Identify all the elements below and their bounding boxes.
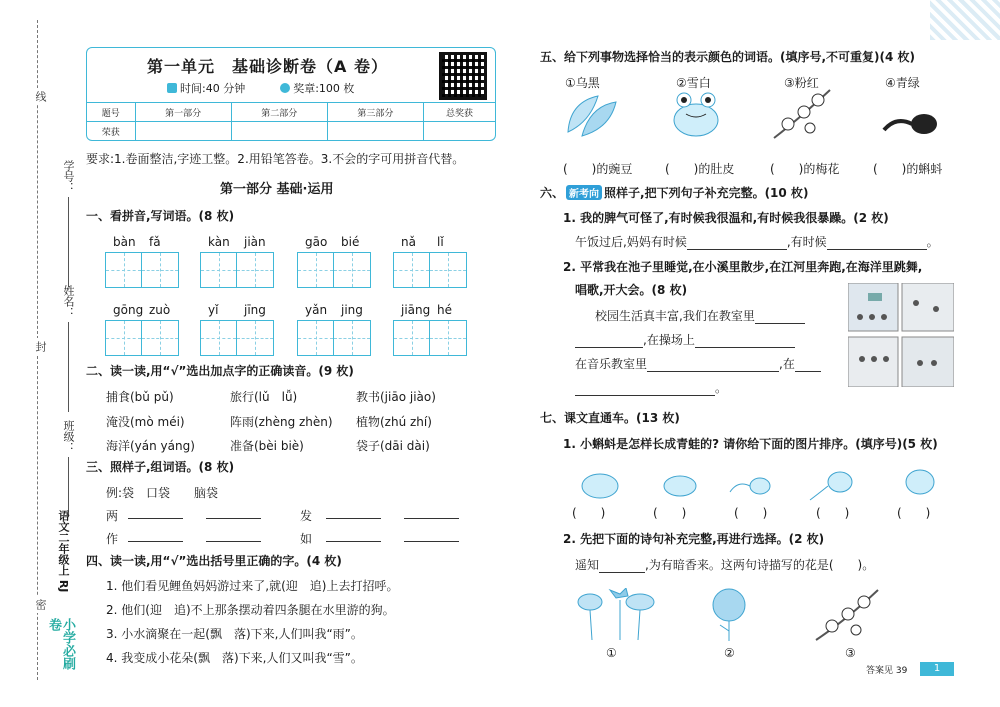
writing-cell[interactable] xyxy=(334,321,370,355)
q2-item[interactable]: 捕食(bǔ pǔ) xyxy=(106,390,174,404)
writing-cell[interactable] xyxy=(394,253,430,287)
q6-s2b: 唱歌,开大会。(8 枚) xyxy=(575,283,688,297)
q3-char: 作 xyxy=(106,532,119,546)
q7-poem: 遥知 ,为有暗香来。这两句诗描写的花是( )。 xyxy=(575,558,875,572)
answer-blank[interactable] xyxy=(755,323,805,324)
answer-blank[interactable] xyxy=(326,518,381,519)
student-id-field[interactable]: 学号： xyxy=(60,160,76,287)
writing-cell[interactable] xyxy=(106,321,142,355)
answer-blank[interactable] xyxy=(326,541,381,542)
choice-label: ① xyxy=(606,646,617,660)
q5-title: 五、给下列事物选择恰当的表示颜色的词语。(填序号,不可重复)(4 枚) xyxy=(540,50,916,64)
pinyin-label: zuò xyxy=(149,303,171,317)
score-header-cell: 第一部分 xyxy=(135,103,231,122)
writing-grid[interactable] xyxy=(393,252,467,288)
pinyin-label: yǎn xyxy=(305,303,328,317)
answer-blank[interactable] xyxy=(695,347,795,348)
q5-blank[interactable]: ( )的豌豆 xyxy=(563,162,633,176)
answer-blank[interactable] xyxy=(687,249,787,250)
pinyin-label: kàn xyxy=(208,235,230,249)
exam-title: 第一单元 基础诊断卷（A 卷） xyxy=(147,57,388,76)
q4-item: 1. 他们看见鲤鱼妈妈游过来了,就(迎 追)上去打招呼。 xyxy=(106,579,399,593)
pinyin-label: yǐ xyxy=(208,303,219,317)
q2-item[interactable]: 袋子(dāi dài) xyxy=(356,439,430,453)
answer-blank[interactable] xyxy=(206,518,261,519)
answer-reference: 答案见 39 xyxy=(866,666,908,676)
writing-grid[interactable] xyxy=(393,320,467,356)
binding-mi: 密 xyxy=(32,596,48,613)
answer-blank[interactable] xyxy=(206,541,261,542)
plum-blossom-illustration-2 xyxy=(812,584,882,644)
choice-label: ③ xyxy=(845,646,856,660)
q3-char: 如 xyxy=(300,532,313,546)
requirements: 要求:1.卷面整洁,字迹工整。2.用铅笔答卷。3.不会的字可用拼音代替。 xyxy=(86,152,465,166)
frog-illustration xyxy=(664,86,728,140)
q5-option: ①乌黑 xyxy=(565,76,600,90)
binding-xian: 线 xyxy=(32,88,48,105)
q5-blank[interactable]: ( )的蝌蚪 xyxy=(873,162,943,176)
score-cell[interactable] xyxy=(327,122,423,141)
writing-cell[interactable] xyxy=(298,321,334,355)
pinyin-label: fǎ xyxy=(149,235,161,249)
lotus-illustration xyxy=(576,588,656,642)
pinyin-label: jing xyxy=(341,303,363,317)
pinyin-label: bié xyxy=(341,235,360,249)
q3-title: 三、照样子,组词语。(8 枚) xyxy=(86,460,235,474)
qr-code[interactable] xyxy=(439,52,487,100)
q6-s1-line: 午饭过后,妈妈有时候 ,有时候 。 xyxy=(575,235,939,249)
answer-blank[interactable] xyxy=(404,541,459,542)
q6-s2: 2. 平常我在池子里睡觉,在小溪里散步,在江河里奔跑,在海洋里跳舞, xyxy=(563,260,923,274)
writing-grid[interactable] xyxy=(297,252,371,288)
writing-cell[interactable] xyxy=(298,253,334,287)
q2-item[interactable]: 淹没(mò méi) xyxy=(106,415,185,429)
q2-item[interactable]: 植物(zhú zhí) xyxy=(356,415,432,429)
q3-char: 两 xyxy=(106,509,119,523)
q3-char: 发 xyxy=(300,509,313,523)
pinyin-label: jiàn xyxy=(244,235,266,249)
student-name-field[interactable]: 姓名： xyxy=(60,285,76,412)
total-reward: 奖章:100 枚 xyxy=(293,82,355,95)
q2-item[interactable]: 旅行(lǔ lǚ) xyxy=(230,390,298,404)
order-blank[interactable]: ( ) xyxy=(816,506,850,520)
writing-cell[interactable] xyxy=(142,321,178,355)
subject-label: 语文二年级上 RJ xyxy=(57,510,70,593)
q4-item: 2. 他们(迎 追)不上那条摆动着四条腿在水里游的狗。 xyxy=(106,603,395,617)
q7-s2: 2. 先把下面的诗句补充完整,再进行选择。(2 枚) xyxy=(563,532,825,546)
q4-title: 四、读一读,用“√”选出括号里正确的字。(4 枚) xyxy=(86,554,342,568)
q2-item[interactable]: 阵雨(zhèng zhèn) xyxy=(230,415,333,429)
writing-grid[interactable] xyxy=(105,320,179,356)
pinyin-label: gōng xyxy=(113,303,144,317)
q6-title: 六、 新考向 照样子,把下列句子补充完整。(10 枚) xyxy=(540,186,809,200)
writing-cell[interactable] xyxy=(394,321,430,355)
q5-blank[interactable]: ( )的肚皮 xyxy=(665,162,735,176)
choice-label: ② xyxy=(724,646,735,660)
score-header-cell: 总奖获 xyxy=(424,103,496,122)
score-cell[interactable] xyxy=(424,122,496,141)
writing-cell[interactable] xyxy=(201,321,237,355)
q2-item[interactable]: 教书(jiāo jiào) xyxy=(356,390,436,404)
answer-blank[interactable] xyxy=(599,572,645,573)
q2-item[interactable]: 准备(bèi biè) xyxy=(230,439,304,453)
answer-blank[interactable] xyxy=(795,371,821,372)
pea-pod-illustration xyxy=(560,92,620,140)
pinyin-label: jiāng xyxy=(401,303,431,317)
q6-line3: 在音乐教室里 ,在 xyxy=(575,355,821,372)
q2-title: 二、读一读,用“√”选出加点字的正确读音。(9 枚) xyxy=(86,364,354,378)
writing-cell[interactable] xyxy=(237,253,273,287)
q7-s1: 1. 小蝌蚪是怎样长成青蛙的? 请你给下面的图片排序。(填序号)(5 枚) xyxy=(563,437,938,451)
clock-icon xyxy=(167,83,177,93)
q3-example: 例:袋 口袋 脑袋 xyxy=(106,486,219,500)
pinyin-label: lǐ xyxy=(437,235,444,249)
time-limit: 时间:40 分钟 xyxy=(180,82,246,95)
pinyin-label: nǎ xyxy=(401,235,416,249)
q6-s1: 1. 我的脾气可怪了,有时候我很温和,有时候我很暴躁。(2 枚) xyxy=(563,211,889,225)
q5-option: ③粉红 xyxy=(784,76,819,90)
answer-blank[interactable] xyxy=(128,518,183,519)
score-header-cell: 题号 xyxy=(87,103,135,122)
binding-feng: 封 xyxy=(32,338,48,355)
order-blank[interactable]: ( ) xyxy=(653,506,687,520)
q6-line2: ,在操场上 xyxy=(575,331,795,348)
answer-blank[interactable] xyxy=(647,371,779,372)
tadpole-illustration xyxy=(880,108,944,138)
writing-cell[interactable] xyxy=(334,253,370,287)
medal-icon xyxy=(280,83,290,93)
q4-item: 4. 我变成小花朵(飘 落)下来,人们又叫我“雪”。 xyxy=(106,651,363,665)
answer-blank[interactable] xyxy=(575,347,643,348)
order-blank[interactable]: ( ) xyxy=(572,506,606,520)
writing-cell[interactable] xyxy=(201,253,237,287)
answer-blank[interactable] xyxy=(575,395,715,396)
writing-cell[interactable] xyxy=(106,253,142,287)
plum-blossom-illustration xyxy=(770,84,834,142)
answer-blank[interactable] xyxy=(404,518,459,519)
q5-option: ②雪白 xyxy=(676,76,711,90)
score-cell[interactable] xyxy=(135,122,231,141)
writing-grid[interactable] xyxy=(297,320,371,356)
order-blank[interactable]: ( ) xyxy=(897,506,931,520)
order-blank[interactable]: ( ) xyxy=(734,506,768,520)
page-number: 1 xyxy=(920,662,954,676)
score-table xyxy=(87,102,495,141)
new-trend-badge: 新考向 xyxy=(566,185,602,200)
writing-cell[interactable] xyxy=(142,253,178,287)
writing-grid[interactable] xyxy=(200,320,274,356)
brand-logo: 小学必刷卷 xyxy=(46,618,75,670)
q5-blank[interactable]: ( )的梅花 xyxy=(770,162,840,176)
score-cell[interactable] xyxy=(231,122,327,141)
part1-title: 第一部分 基础·运用 xyxy=(220,182,334,197)
writing-grid[interactable] xyxy=(105,252,179,288)
writing-cell[interactable] xyxy=(430,321,466,355)
chrysanthemum-illustration xyxy=(704,585,754,643)
pinyin-label: bàn xyxy=(113,235,136,249)
class-field[interactable]: 班级： xyxy=(60,420,76,517)
q4-item: 3. 小水滴聚在一起(飘 落)下来,人们叫我“雨”。 xyxy=(106,627,363,641)
q2-item[interactable]: 海洋(yán yáng) xyxy=(106,439,195,453)
school-life-photos xyxy=(848,283,954,387)
pinyin-label: jīng xyxy=(244,303,266,317)
score-row-label: 荣获 xyxy=(87,122,135,141)
writing-grid[interactable] xyxy=(200,252,274,288)
tadpole-growth-illustrations xyxy=(570,460,950,508)
q6-line1: 校园生活真丰富,我们在教室里 xyxy=(595,307,805,324)
q6-line4: 。 xyxy=(575,379,727,396)
q1-title: 一、看拼音,写词语。(8 枚) xyxy=(86,209,235,223)
writing-cell[interactable] xyxy=(237,321,273,355)
q7-title: 七、课文直通车。(13 枚) xyxy=(540,411,680,425)
score-header-cell: 第三部分 xyxy=(327,103,423,122)
writing-cell[interactable] xyxy=(430,253,466,287)
answer-blank[interactable] xyxy=(827,249,927,250)
q5-option: ④青绿 xyxy=(885,76,920,90)
exam-header xyxy=(86,47,496,141)
corner-decoration xyxy=(930,0,1000,40)
answer-blank[interactable] xyxy=(128,541,183,542)
exam-info xyxy=(167,80,354,96)
score-header-cell: 第二部分 xyxy=(231,103,327,122)
pinyin-label: hé xyxy=(437,303,452,317)
binding-strip xyxy=(0,0,82,707)
pinyin-label: gāo xyxy=(305,235,328,249)
